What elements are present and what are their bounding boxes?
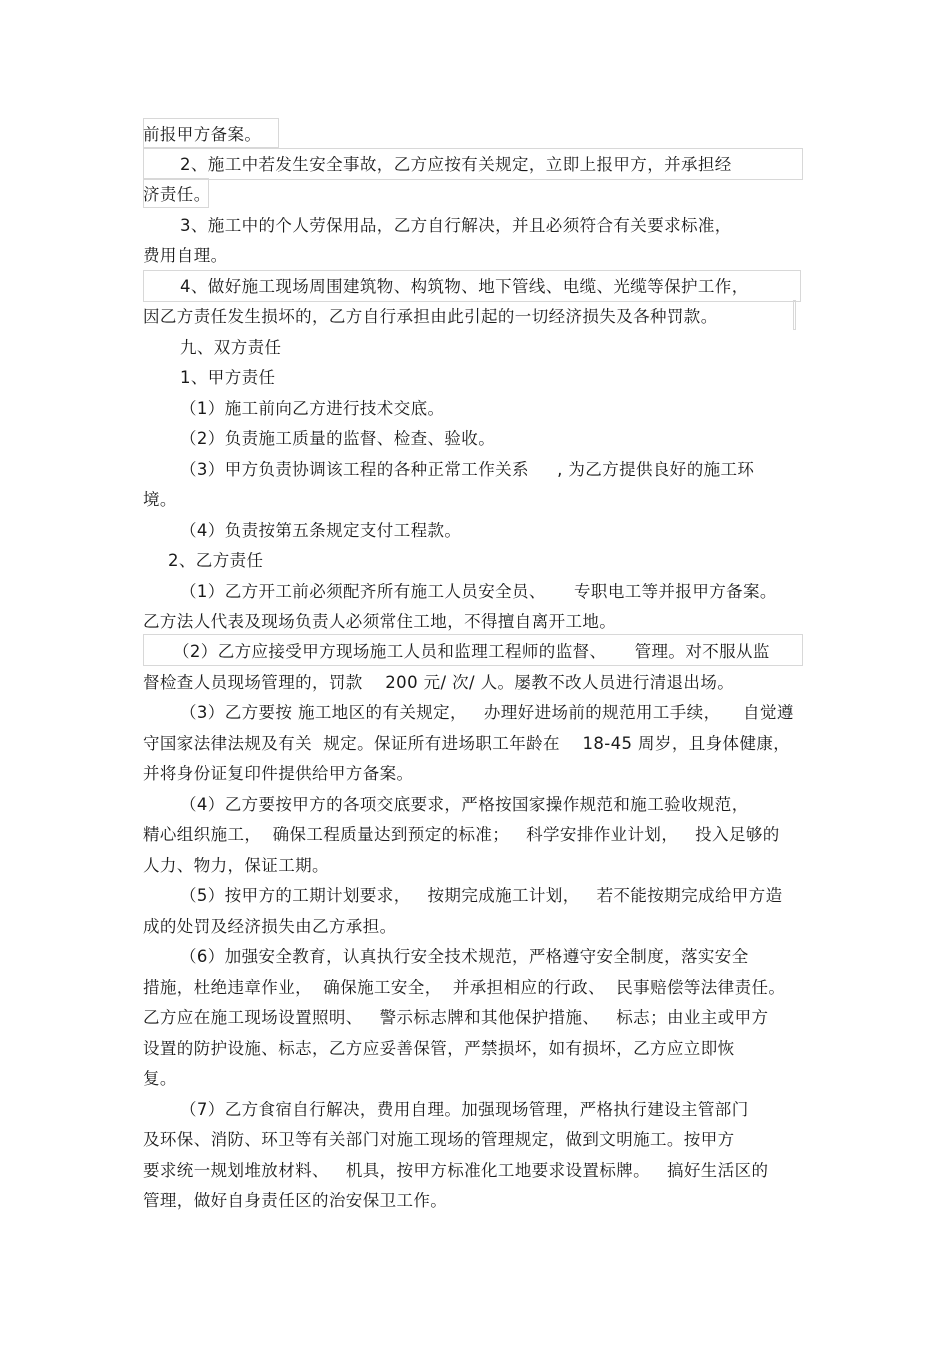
text-line: 督检查人员现场管理的，罚款 200 元/ 次/ 人。屡教不改人员进行清退出场。 xyxy=(143,673,735,692)
text-line: 乙方法人代表及现场负责人必须常住工地，不得擅自离开工地。 xyxy=(143,612,617,631)
text-line: （3）甲方负责协调该工程的各种正常工作关系 , 为乙方提供良好的施工环 xyxy=(180,460,755,479)
text-line: 费用自理。 xyxy=(143,246,228,265)
text-line: （1）施工前向乙方进行技术交底。 xyxy=(180,399,445,418)
text-line: 及环保、消防、环卫等有关部门对施工现场的管理规定，做到文明施工。按甲方 xyxy=(143,1130,735,1149)
subsection-heading: 1、甲方责任 xyxy=(180,368,276,387)
text-line: （2）乙方应接受甲方现场施工人员和监理工程师的监督、 管理。对不服从监 xyxy=(173,642,770,661)
text-line: 3、施工中的个人劳保用品，乙方自行解决，并且必须符合有关要求标准， xyxy=(180,216,732,235)
text-line: 乙方应在施工现场设置照明、 警示标志牌和其他保护措施、 标志；由业主或甲方 xyxy=(143,1008,769,1027)
text-line: 济责任。 xyxy=(143,185,211,204)
text-line: 设置的防护设施、标志，乙方应妥善保管，严禁损坏，如有损坏，乙方应立即恢 xyxy=(143,1039,735,1058)
text-line: （4）负责按第五条规定支付工程款。 xyxy=(180,521,462,540)
text-line: 成的处罚及经济损失由乙方承担。 xyxy=(143,917,397,936)
text-line: 措施，杜绝违章作业， 确保施工安全， 并承担相应的行政、 民事赔偿等法律责任。 xyxy=(143,978,786,997)
text-line: （3）乙方要按 施工地区的有关规定， 办理好进场前的规范用工手续， 自觉遵 xyxy=(180,703,794,722)
text-line: 并将身份证复印件提供给甲方备案。 xyxy=(143,764,414,783)
text-line: 守国家法律法规及有关 规定。保证所有进场职工年龄在 18-45 周岁，且身体健康， xyxy=(143,734,791,753)
text-line: 复。 xyxy=(143,1069,177,1088)
text-line: 前报甲方备案。 xyxy=(143,125,262,144)
subsection-heading: 2、乙方责任 xyxy=(168,551,264,570)
text-line: （5）按甲方的工期计划要求， 按期完成施工计划， 若不能按期完成给甲方造 xyxy=(180,886,783,905)
section-heading: 九、双方责任 xyxy=(180,338,282,357)
text-line: 精心组织施工， 确保工程质量达到预定的标准； 科学安排作业计划， 投入足够的 xyxy=(143,825,780,844)
text-line: 4、做好施工现场周围建筑物、构筑物、地下管线、电缆、光缆等保护工作， xyxy=(180,277,749,296)
text-line: （1）乙方开工前必须配齐所有施工人员安全员、 专职电工等并报甲方备案。 xyxy=(180,582,777,601)
text-line: 人力、物力，保证工期。 xyxy=(143,856,329,875)
text-line: 要求统一规划堆放材料、 机具，按甲方标准化工地要求设置标牌。 搞好生活区的 xyxy=(143,1161,769,1180)
frame-artifact xyxy=(793,300,796,330)
text-line: （4）乙方要按甲方的各项交底要求，严格按国家操作规范和施工验收规范， xyxy=(180,795,749,814)
text-line: 因乙方责任发生损坏的，乙方自行承担由此引起的一切经济损失及各种罚款。 xyxy=(143,307,718,326)
text-line: （2）负责施工质量的监督、检查、验收。 xyxy=(180,429,496,448)
text-line: 2、施工中若发生安全事故，乙方应按有关规定，立即上报甲方，并承担经 xyxy=(180,155,732,174)
text-line: 境。 xyxy=(143,490,177,509)
text-line: （7）乙方食宿自行解决，费用自理。加强现场管理，严格执行建设主管部门 xyxy=(180,1100,749,1119)
text-line: （6）加强安全教育，认真执行安全技术规范，严格遵守安全制度，落实安全 xyxy=(180,947,749,966)
text-line: 管理，做好自身责任区的治安保卫工作。 xyxy=(143,1191,448,1210)
